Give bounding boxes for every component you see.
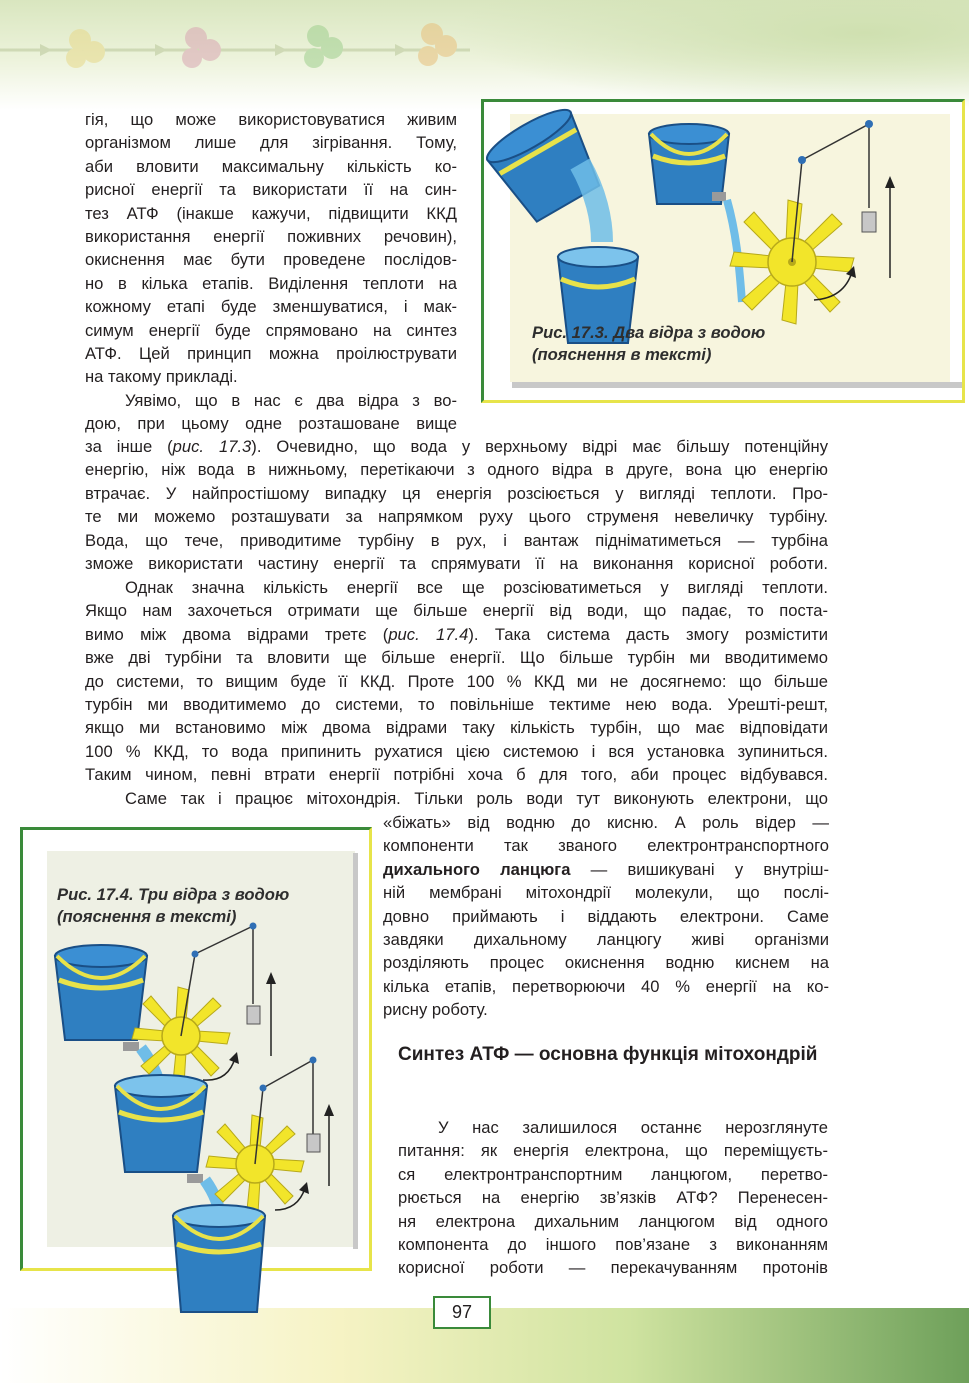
- text-line: організмом лише для зігрівання. Тому,: [85, 133, 457, 153]
- three-buckets-illustration: [23, 830, 375, 1274]
- text-line: довно приймають і віддають електрони. Саме: [383, 906, 829, 926]
- section-heading: Синтез АТФ — основна функція мітохондрій: [398, 1044, 818, 1065]
- text-line: втрачає. У найпростішому випадку ця енергія розсіюється у вигляді теплоти. Про-: [85, 483, 828, 503]
- text-line: но в кілька етапів. Виділення теплоти на: [85, 273, 457, 293]
- page-number: 97: [433, 1296, 491, 1329]
- paragraph-1: [85, 108, 457, 389]
- text-line: Таким чином, певні втрати енергії потрібні хоча б для того, аби процес відбувався.: [85, 765, 828, 785]
- text-line: симум енергії буде спрямовано на синтез: [85, 320, 457, 340]
- text-line: Уявімо, що в нас є два відра з во-: [125, 391, 457, 410]
- text-line: дою, при цьому одне розташоване вище: [85, 414, 457, 434]
- text-line: Якщо нам захочеться отримати ще більше енергії від води, що падає, то поста-: [85, 601, 828, 621]
- text-line: використання енергії поживних речовин),: [85, 227, 457, 247]
- figure-17-4: [20, 827, 372, 1271]
- text-line: У нас залишилося останнє нерозглянуте: [438, 1118, 828, 1137]
- paragraph-4: [383, 811, 829, 1022]
- text-line: завдяки дихальному ланцюгу живі організми: [383, 930, 829, 950]
- text-line: дихального ланцюга — вишикувані у внутріш-: [383, 859, 829, 879]
- text-line: Вода, що тече, приводитиме турбіну в рух, і вантаж підніматиметься — турбіна: [85, 530, 828, 550]
- figure-reference: рис. 17.3: [172, 437, 252, 456]
- text-line: АТФ. Цей принцип можна проілюструвати: [85, 344, 457, 364]
- text-line: Однак значна кількість енергії все ще розсіюватиметься у вигляді теплоти.: [125, 578, 828, 597]
- text-line: 100 % ККД, то вода припинить рухатися цією системою і вся установка зупиниться.: [85, 741, 828, 761]
- text-line: питання: як енергія електрона, що переміщуєть-: [398, 1141, 828, 1161]
- figure-17-3: [481, 99, 965, 403]
- text-line: вимо між двома відрами третє (рис. 17.4). Така система дасть змогу розмістити: [85, 624, 828, 644]
- text-line: розділяють процес окиснення водню киснем на: [383, 953, 829, 973]
- text-line: рюється на енергію зв’язків АТФ? Перенесен-: [398, 1188, 828, 1208]
- text-line: вже дві турбіни та вловити ще більше енергії. Що більше турбін ми вводитимемо: [85, 648, 828, 668]
- text-line: аби вловити максимальну кількість ко-: [85, 156, 457, 176]
- text-line: рисної енергії та використати її на син-: [85, 180, 457, 200]
- molecule-decoration-icon: [0, 0, 560, 90]
- paragraph-4-first-line: Саме так і працює мітохондрія. Тільки роль води тут виконують електрони, що: [125, 789, 828, 808]
- text-line: «біжать» від водню до кисню. А роль відер —: [383, 813, 829, 832]
- figure-17-3-caption: Рис. 17.3. Два відра з водою (пояснення в тексті): [532, 323, 766, 364]
- text-line: кілька етапів, перетворюючи 40 % енергії на ко-: [383, 976, 829, 996]
- text-line: корисної роботи — перекачуванням протонів: [398, 1258, 828, 1278]
- bold-term: дихального ланцюга: [383, 859, 571, 879]
- text-line: компонента до іншого пов’язане з виконанням: [398, 1235, 828, 1255]
- text-line: ній мембрані мітохондрії молекули, що послі-: [383, 883, 829, 903]
- paragraph-2-start: [85, 389, 457, 436]
- text-line: те ми можемо розташувати за напрямком руху цього струменя невеличку турбіну.: [85, 507, 828, 527]
- text-line: зможе використати частину енергії та спрямувати її на виконання корисної роботи.: [85, 554, 828, 574]
- figure-reference: рис. 17.4: [388, 624, 469, 644]
- text-line: кожному етапі буде зменшуватися, і мак-: [85, 297, 457, 317]
- paragraph-3: [85, 576, 828, 787]
- text-line: гія, що може використовуватися живим: [85, 110, 457, 129]
- text-line: до системи, то вищим буде її ККД. Проте 100 % ККД ми не досягнемо: що більше: [85, 671, 828, 691]
- text-line: турбін ми вводитимемо до системи, то повільніше тектиме нею вода. Урешті-решт,: [85, 695, 828, 715]
- text-line: якщо ми встановимо між двома відрами таку кількість турбін, що має відповідати: [85, 718, 828, 738]
- text-line: окиснення має бути проведене послідов-: [85, 250, 457, 270]
- text-line: на такому прикладі.: [85, 367, 238, 387]
- text-line: рисну роботу.: [383, 1000, 488, 1020]
- text-line: ня електрона дихальним ланцюгом від одного: [398, 1211, 828, 1231]
- text-line: енергію, ніж вода в нижньому, перетікаючи з одного відра в друге, вона цю енергію: [85, 460, 828, 480]
- paragraph-2-continued: [85, 435, 828, 575]
- paragraph-5: [398, 1116, 828, 1280]
- figure-17-4-caption: Рис. 17.4. Три відра з водою (пояснення в тексті): [57, 885, 290, 926]
- text-line: за інше (рис. 17.3). Очевидно, що вода у верхньому відрі має більшу потенційну: [85, 437, 828, 456]
- text-line: компоненти так званого електронтранспортного: [383, 836, 829, 856]
- header-decoration: [0, 0, 969, 110]
- text-line: тез АТФ (інакше кажучи, підвищити ККД: [85, 203, 457, 223]
- text-line: ся електронтранспортним ланцюгом, перетво-: [398, 1164, 828, 1184]
